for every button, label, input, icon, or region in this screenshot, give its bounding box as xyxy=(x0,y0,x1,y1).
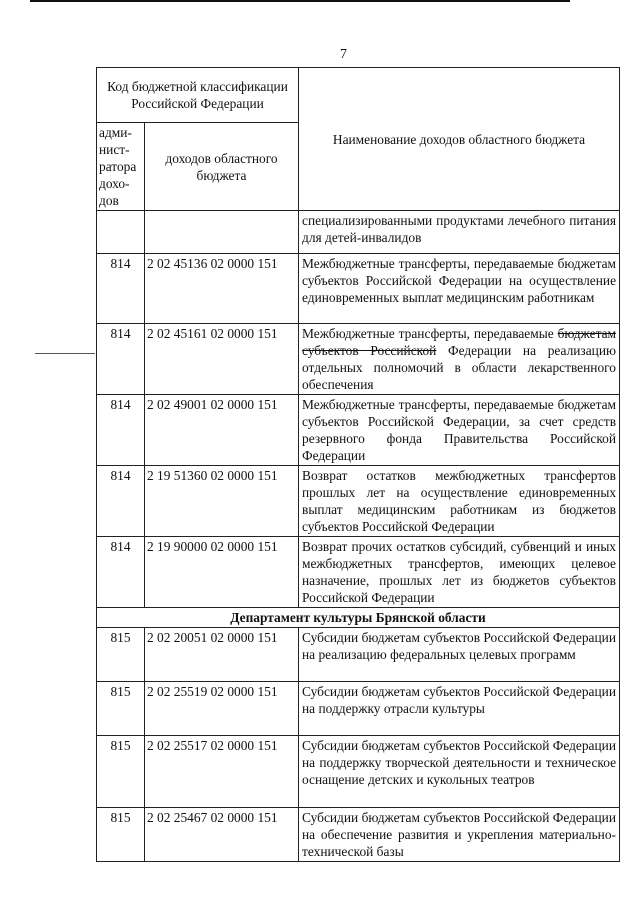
income-name: Возврат остатков межбюджетных трансфертов прошлых лет на осуществление единовременных выплат медицинским работникам из бюджетов субъектов Российской Федерации xyxy=(299,466,620,537)
income-code: 2 19 90000 02 0000 151 xyxy=(145,537,299,608)
income-name: Субсидии бюджетам субъектов Российской Федерации на поддержку творческой деятельности и техническое оснащение детских и кукольных театров xyxy=(299,736,620,808)
header-code-group: Код бюджетной классификации Российской Федерации xyxy=(97,68,299,123)
header-income: доходов областного бюджета xyxy=(145,123,299,211)
income-code: 2 02 45136 02 0000 151 xyxy=(145,254,299,324)
header-name: Наименование доходов областного бюджета xyxy=(299,68,620,211)
department-row xyxy=(97,608,620,628)
income-name-part: Межбюджетные трансферты, передаваемые xyxy=(302,326,558,341)
income-name: Межбюджетные трансферты, передаваемые бюджетам субъектов Российской Федерации, за счет средств резервного фонда Правительства Российской Федерации xyxy=(299,395,620,466)
income-name: Возврат прочих остатков субсидий, субвенций и иных межбюджетных трансфертов, имеющих целевое назначение, прошлых лет из бюджетов субъектов Российской Федерации xyxy=(299,537,620,608)
income-code: 2 02 25519 02 0000 151 xyxy=(145,682,299,736)
continuation-text: специализированными продуктами лечебного питания для детей-инвалидов xyxy=(299,211,620,254)
income-name: Субсидии бюджетам субъектов Российской Федерации на обеспечение развития и укрепления материально-технической базы xyxy=(299,808,620,862)
income-code: 2 02 25517 02 0000 151 xyxy=(145,736,299,808)
table-row xyxy=(97,254,620,324)
page-number: 7 xyxy=(340,47,347,62)
struck-text: бюджетам субъектов Российской xyxy=(302,326,617,358)
income-name xyxy=(299,324,620,395)
table-row xyxy=(97,324,620,395)
admin-code: 814 xyxy=(97,466,145,537)
admin-code: 814 xyxy=(97,395,145,466)
header-admin: адми-нист-ратора дохо-дов xyxy=(97,123,145,211)
income-name: Субсидии бюджетам субъектов Российской Федерации на поддержку отрасли культуры xyxy=(299,682,620,736)
income-name-part: Федерации на реализацию отдельных полномочий в области лекарственного обеспечения xyxy=(302,343,617,392)
table-row xyxy=(97,395,620,466)
admin-code: 814 xyxy=(97,324,145,395)
income-name: Межбюджетные трансферты, передаваемые бюджетам субъектов Российской Федерации на осуществление единовременных выплат медицинским работникам xyxy=(299,254,620,324)
table-row xyxy=(97,211,620,254)
admin-code: 814 xyxy=(97,254,145,324)
income-name: Субсидии бюджетам субъектов Российской Федерации на реализацию федеральных целевых программ xyxy=(299,628,620,682)
admin-code: 814 xyxy=(97,537,145,608)
admin-code: 815 xyxy=(97,682,145,736)
income-code: 2 02 25467 02 0000 151 xyxy=(145,808,299,862)
top-border-line xyxy=(30,0,570,2)
table-row xyxy=(97,466,620,537)
table-row xyxy=(97,808,620,862)
table-row xyxy=(97,628,620,682)
table-row xyxy=(97,537,620,608)
income-code: 2 02 20051 02 0000 151 xyxy=(145,628,299,682)
scan-artifact-line xyxy=(35,353,95,354)
department-heading: Департамент культуры Брянской области xyxy=(97,608,620,628)
income-code: 2 02 49001 02 0000 151 xyxy=(145,395,299,466)
income-code: 2 02 45161 02 0000 151 xyxy=(145,324,299,395)
admin-code: 815 xyxy=(97,628,145,682)
budget-classification-table xyxy=(96,67,620,862)
income-code: 2 19 51360 02 0000 151 xyxy=(145,466,299,537)
admin-code: 815 xyxy=(97,736,145,808)
admin-code: 815 xyxy=(97,808,145,862)
table-row xyxy=(97,682,620,736)
header-row-group xyxy=(97,68,620,123)
table-row xyxy=(97,736,620,808)
